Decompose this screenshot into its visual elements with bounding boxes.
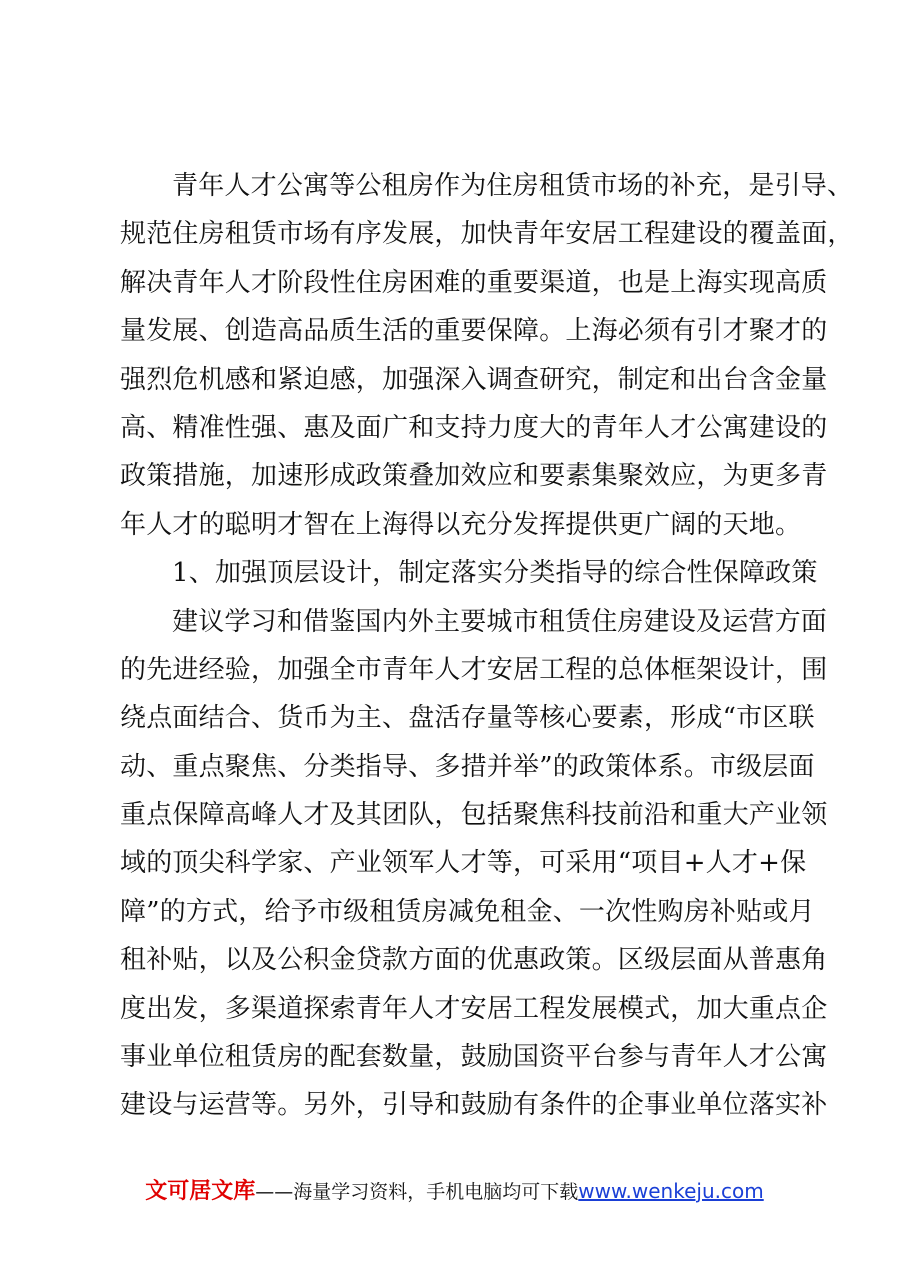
paragraph-line: 政策措施，加速形成政策叠加效应和要素集聚效应，为更多青	[120, 461, 828, 492]
page-footer	[0, 1178, 909, 1205]
paragraph-line: 青年人才公寓等公租房作为住房租赁市场的补充，是引导、	[172, 171, 854, 201]
paragraph-line: 强烈危机感和紧迫感，加强深入调查研究，制定和出台含金量	[120, 364, 828, 395]
paragraph-line: 动、重点聚焦、分类指导、多措并举”的政策体系。市级层面	[120, 751, 815, 782]
paragraph-line: 建设与运营等。另外，引导和鼓励有条件的企事业单位落实补	[120, 1090, 828, 1121]
brand-name: 文可居文库	[145, 1179, 256, 1204]
paragraph-line: 绕点面结合、货币为主、盘活存量等核心要素，形成“市区联	[120, 703, 815, 734]
document-body	[120, 162, 854, 1130]
paragraph-line: 年人才的聪明才智在上海得以充分发挥提供更广阔的天地。	[120, 509, 802, 540]
paragraph-line: 规范住房租赁市场有序发展，加快青年安居工程建设的覆盖面，	[120, 219, 854, 250]
paragraph-line: 的先进经验，加强全市青年人才安居工程的总体框架设计，围	[120, 654, 828, 685]
website-link[interactable]: www.wenkeju.com	[578, 1179, 764, 1203]
footer-slogan: ——海量学习资料，手机电脑均可下载	[255, 1181, 579, 1203]
paragraph-line: 解决青年人才阶段性住房困难的重要渠道，也是上海实现高质	[120, 267, 828, 298]
paragraph-line: 重点保障高峰人才及其团队，包括聚焦科技前沿和重大产业领	[120, 800, 828, 831]
paragraph-line: 量发展、创造高品质生活的重要保障。上海必须有引才聚才的	[120, 316, 828, 347]
paragraph-line: 高、精准性强、惠及面广和支持力度大的青年人才公寓建设的	[120, 412, 828, 443]
paragraph-line: 建议学习和借鉴国内外主要城市租赁住房建设及运营方面	[172, 606, 828, 637]
section-heading: 1、加强顶层设计，制定落实分类指导的综合性保障政策	[172, 558, 818, 589]
paragraph-line: 事业单位租赁房的配套数量，鼓励国资平台参与青年人才公寓	[120, 1042, 828, 1073]
paragraph-line: 障”的方式，给予市级租赁房减免租金、一次性购房补贴或月	[120, 896, 815, 927]
paragraph-line: 度出发，多渠道探索青年人才安居工程发展模式，加大重点企	[120, 993, 828, 1024]
paragraph-line: 租补贴，以及公积金贷款方面的优惠政策。区级层面从普惠角	[120, 945, 828, 976]
paragraph-line: 域的顶尖科学家、产业领军人才等，可采用“项目+人才+保	[120, 848, 807, 879]
